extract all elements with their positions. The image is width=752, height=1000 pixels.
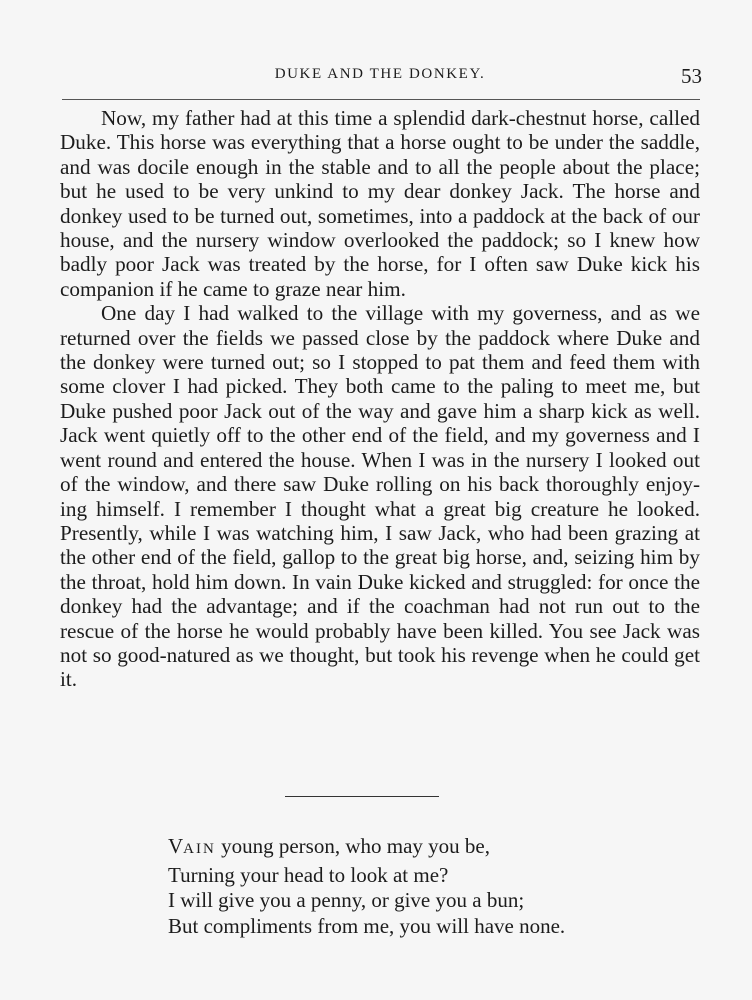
verse-first-word: AIN	[183, 841, 216, 857]
verse-line-1	[168, 834, 565, 863]
section-divider	[285, 796, 439, 797]
verse	[168, 834, 565, 939]
chapter-title: DUKE AND THE DONKEY.	[274, 66, 486, 82]
verse-line-3: I will give you a penny, or give you a bun;	[168, 888, 525, 912]
header-rule	[62, 99, 700, 100]
verse-line-1-text: young person, who may you be,	[215, 834, 490, 858]
story-text	[60, 106, 700, 692]
verse-line-2: Turning your head to look at me?	[168, 862, 449, 887]
paragraph-1: Now, my father had at this time a splendid dark-chestnut horse, called Duke. This horse was everything that a horse ought to be under the saddle, and was docile enough in the stable and to all the people about the place; but he used to be very unkind to my dear donkey Jack. The horse and donkey used to be turned out, sometimes, into a paddock at the back of our house, and the nursery window overlooked the paddock; so I knew how badly poor Jack was treated by the horse, for I often saw Duke kick his companion if he came to graze near him.	[60, 106, 700, 301]
running-head	[60, 64, 700, 94]
page-number: 53	[681, 64, 702, 88]
verse-line-4: But compliments from me, you will have none.	[168, 913, 566, 938]
verse-initial: V	[168, 834, 184, 858]
paragraph-2: One day I had walked to the village with my governess, and as we returned over the fields we passed close by the paddock where Duke and the donkey were turned out; so I stopped to pat them and feed them with some clover I had picked. They both came to the paling to meet me, but Duke pushed poor Jack out of the way and gave him a sharp kick as well. Jack went quietly off to the other end of the field, and my governess and I went round and entered the house. When I was in the nursery I looked out of the window, and there saw Duke rolling on his back thoroughly enjoying himself. I remember I thought what a great big creature he looked. Presently, while I was watching him, I saw Jack, who had been grazing at the other end of the field, gallop to the great big horse, and, seizing him by the throat, hold him down. In vain Duke kicked and struggled: for once the donkey had the advantage; and if the coachman had not run out to the rescue of the horse he would probably have been killed. You see Jack was not so good-natured as we thought, but took his revenge when he could get it.	[60, 301, 700, 692]
